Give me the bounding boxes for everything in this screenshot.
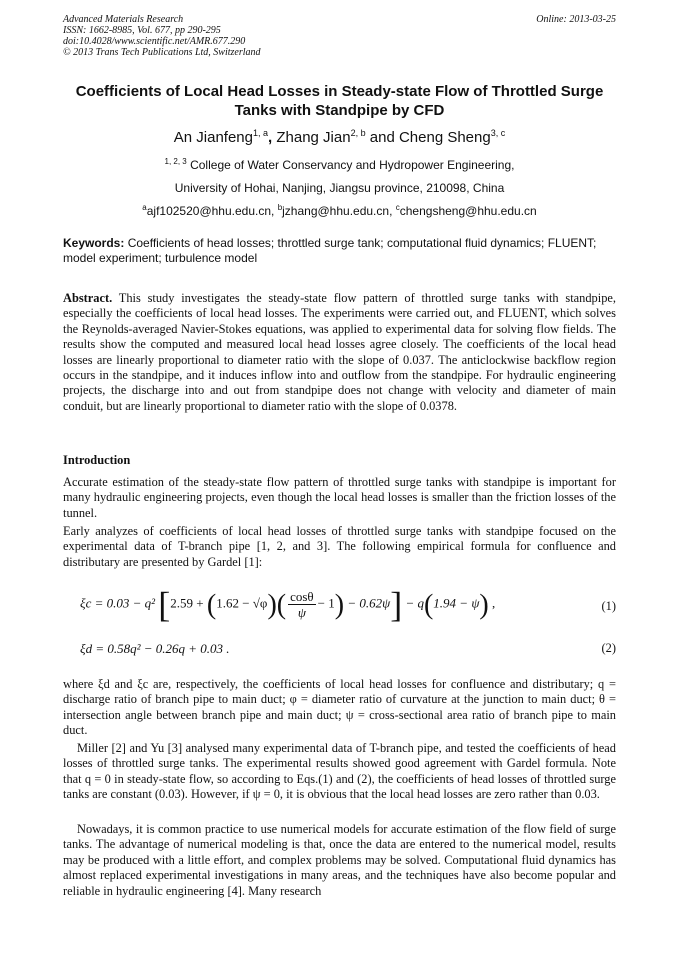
intro-paragraph-5: Nowadays, it is common practice to use numerical models for accurate estimation of the flow field of surge tanks. The advantage of numerical modeling is that, once the data are entered to the numerical model, results may be produced with a little effort, and complex problems may be solved. Computational fluid dynamics has almost replaced experimental investigations in many areas, and the techniques have also become popular and reliable in hydraulic engineering [4]. Many research [63, 822, 616, 898]
affiliation-line-1 [63, 157, 616, 173]
email-list [63, 203, 616, 219]
abstract [63, 291, 616, 414]
author-list [63, 128, 616, 148]
eq1-term-e: − q [405, 595, 424, 611]
section-heading-introduction: Introduction [63, 453, 131, 467]
author-separator: , [268, 129, 277, 146]
email-sup: a [142, 203, 147, 212]
email-sup: c [395, 203, 400, 212]
doi: doi:10.4028/www.scientific.net/AMR.677.290 [63, 36, 246, 47]
email-sup: b [277, 203, 283, 212]
eq1-frac-num: cosθ [290, 589, 314, 604]
affiliation-sup: 1, 2, 3 [164, 157, 187, 166]
online-date: Online: 2013-03-25 [536, 14, 616, 25]
affiliation-text: College of Water Conservancy and Hydropower Engineering, [190, 158, 515, 172]
email-address[interactable]: jzhang@hhu.edu.cn, [282, 204, 396, 218]
keywords-label: Keywords: [63, 236, 125, 250]
abstract-label: Abstract. [63, 291, 113, 305]
article-meta [63, 14, 616, 58]
eq1-term-d: − 0.62ψ [344, 595, 391, 611]
intro-paragraph-4: Miller [2] and Yu [3] analysed many experimental data of T-branch pipe, and tested the coefficients of head losses of throttled surge tanks. The experimental results showed good agreement with Gardel formula. Note that q = 0 in steady-state flow, so according to Eqs.(1) and (2), the coefficients of head losses of throttled surge tanks are constant (0.03). However, if ψ = 0, it is obvious that the local head losses are zero rather than 0.03. [63, 741, 616, 802]
keywords [63, 236, 616, 266]
author-sup: 1, a [253, 128, 269, 138]
journal-name: Advanced Materials Research [63, 14, 184, 25]
eq1-lhs: ξc = 0.03 − q² [80, 595, 156, 611]
author-name: Cheng Sheng [398, 129, 491, 146]
intro-paragraph-2: Early analyzes of coefficients of local head losses of throttled surge tanks with standpipe focused on the experimental data of T-branch pipe [1, 2, and 3]. The following empirical formula for confluence and distributary are presented by Gardel [1]: [63, 524, 616, 569]
intro-paragraph-3: where ξd and ξc are, respectively, the coefficients of local head losses for confluence and distributary; q = discharge ratio of branch pipe to main duct; φ = diameter ratio of curvature at the junction to main duct; θ = intersection angle between branch pipe and main duct; ψ = cross-sectional area ratio of branch pipe to main duct. [63, 677, 616, 738]
author-separator: and [365, 129, 399, 146]
eq1-end: , [488, 595, 496, 611]
issn: ISSN: 1662-8985, Vol. 677, pp 290-295 [63, 25, 221, 36]
equation-1: ξc = 0.03 − q² [2.59 + (1.62 − √φ)( $\frac{\cos\theta}{\psi}$ − 1) − 0.62ψ] − q(1.94 − ψ) , (1) [80, 584, 616, 625]
abstract-text: This study investigates the steady-state flow pattern of throttled surge tanks with standpipe, especially the coefficients of local head losses. The experiments were carried out, and FLUENT, which solves the Reynolds-averaged Navier-Stokes equations, was applied to experimental data for solving flow fields. The results show the computed and measured local head losses agree closely. The coefficients of the local head losses are linearly proportional to diameter ratio with the slope of 0.037. The anticlockwise backflow region occurs in the standpipe, and it induces inflow into and outflow from the standpipe. For hydraulic engineering projects, the discharge into and out from standpipe does not change with velocity and diameter of main conduit, but are linearly proportional to diameter ratio with the slope of 0.0378. [63, 291, 616, 413]
author-name: Zhang Jian [276, 129, 351, 146]
intro-paragraph-1: Accurate estimation of the steady-state flow pattern of throttled surge tanks with standpipe is important for many hydraulic engineering projects, even though the local head losses is smaller than the friction losses of the tunnel. [63, 475, 616, 520]
affiliation-line-2: University of Hohai, Nanjing, Jiangsu province, 210098, China [174, 181, 505, 195]
eq1-term-f: 1.94 − ψ [433, 595, 480, 611]
copyright: © 2013 Trans Tech Publications Ltd, Switzerland [63, 47, 261, 58]
eq1-fraction [288, 589, 316, 620]
paper-title: Coefficients of Local Head Losses in Steady-state Flow of Throttled Surge Tanks with Standpipe by CFD [75, 83, 604, 119]
equation-2 [80, 641, 616, 661]
author-sup: 2, b [350, 128, 366, 138]
eq1-frac-den: ψ [297, 605, 306, 620]
eq1-term-a: 2.59 + [170, 595, 207, 611]
eq1-term-b: 1.62 − √φ [216, 595, 268, 611]
author-name: An Jianfeng [173, 129, 253, 146]
author-sup: 3, c [490, 128, 506, 138]
email-address[interactable]: ajf102520@hhu.edu.cn, [146, 204, 278, 218]
email-address[interactable]: chengsheng@hhu.edu.cn [399, 204, 537, 218]
equation-number: (1) [601, 599, 616, 613]
keywords-text: Coefficients of head losses; throttled surge tank; computational fluid dynamics; FLUENT; model experiment; turbulence model [63, 236, 597, 265]
eq2-body: ξd = 0.58q² − 0.26q + 0.03 . [80, 641, 230, 656]
eq1-term-c: − 1 [317, 595, 335, 611]
equation-number: (2) [601, 641, 616, 655]
